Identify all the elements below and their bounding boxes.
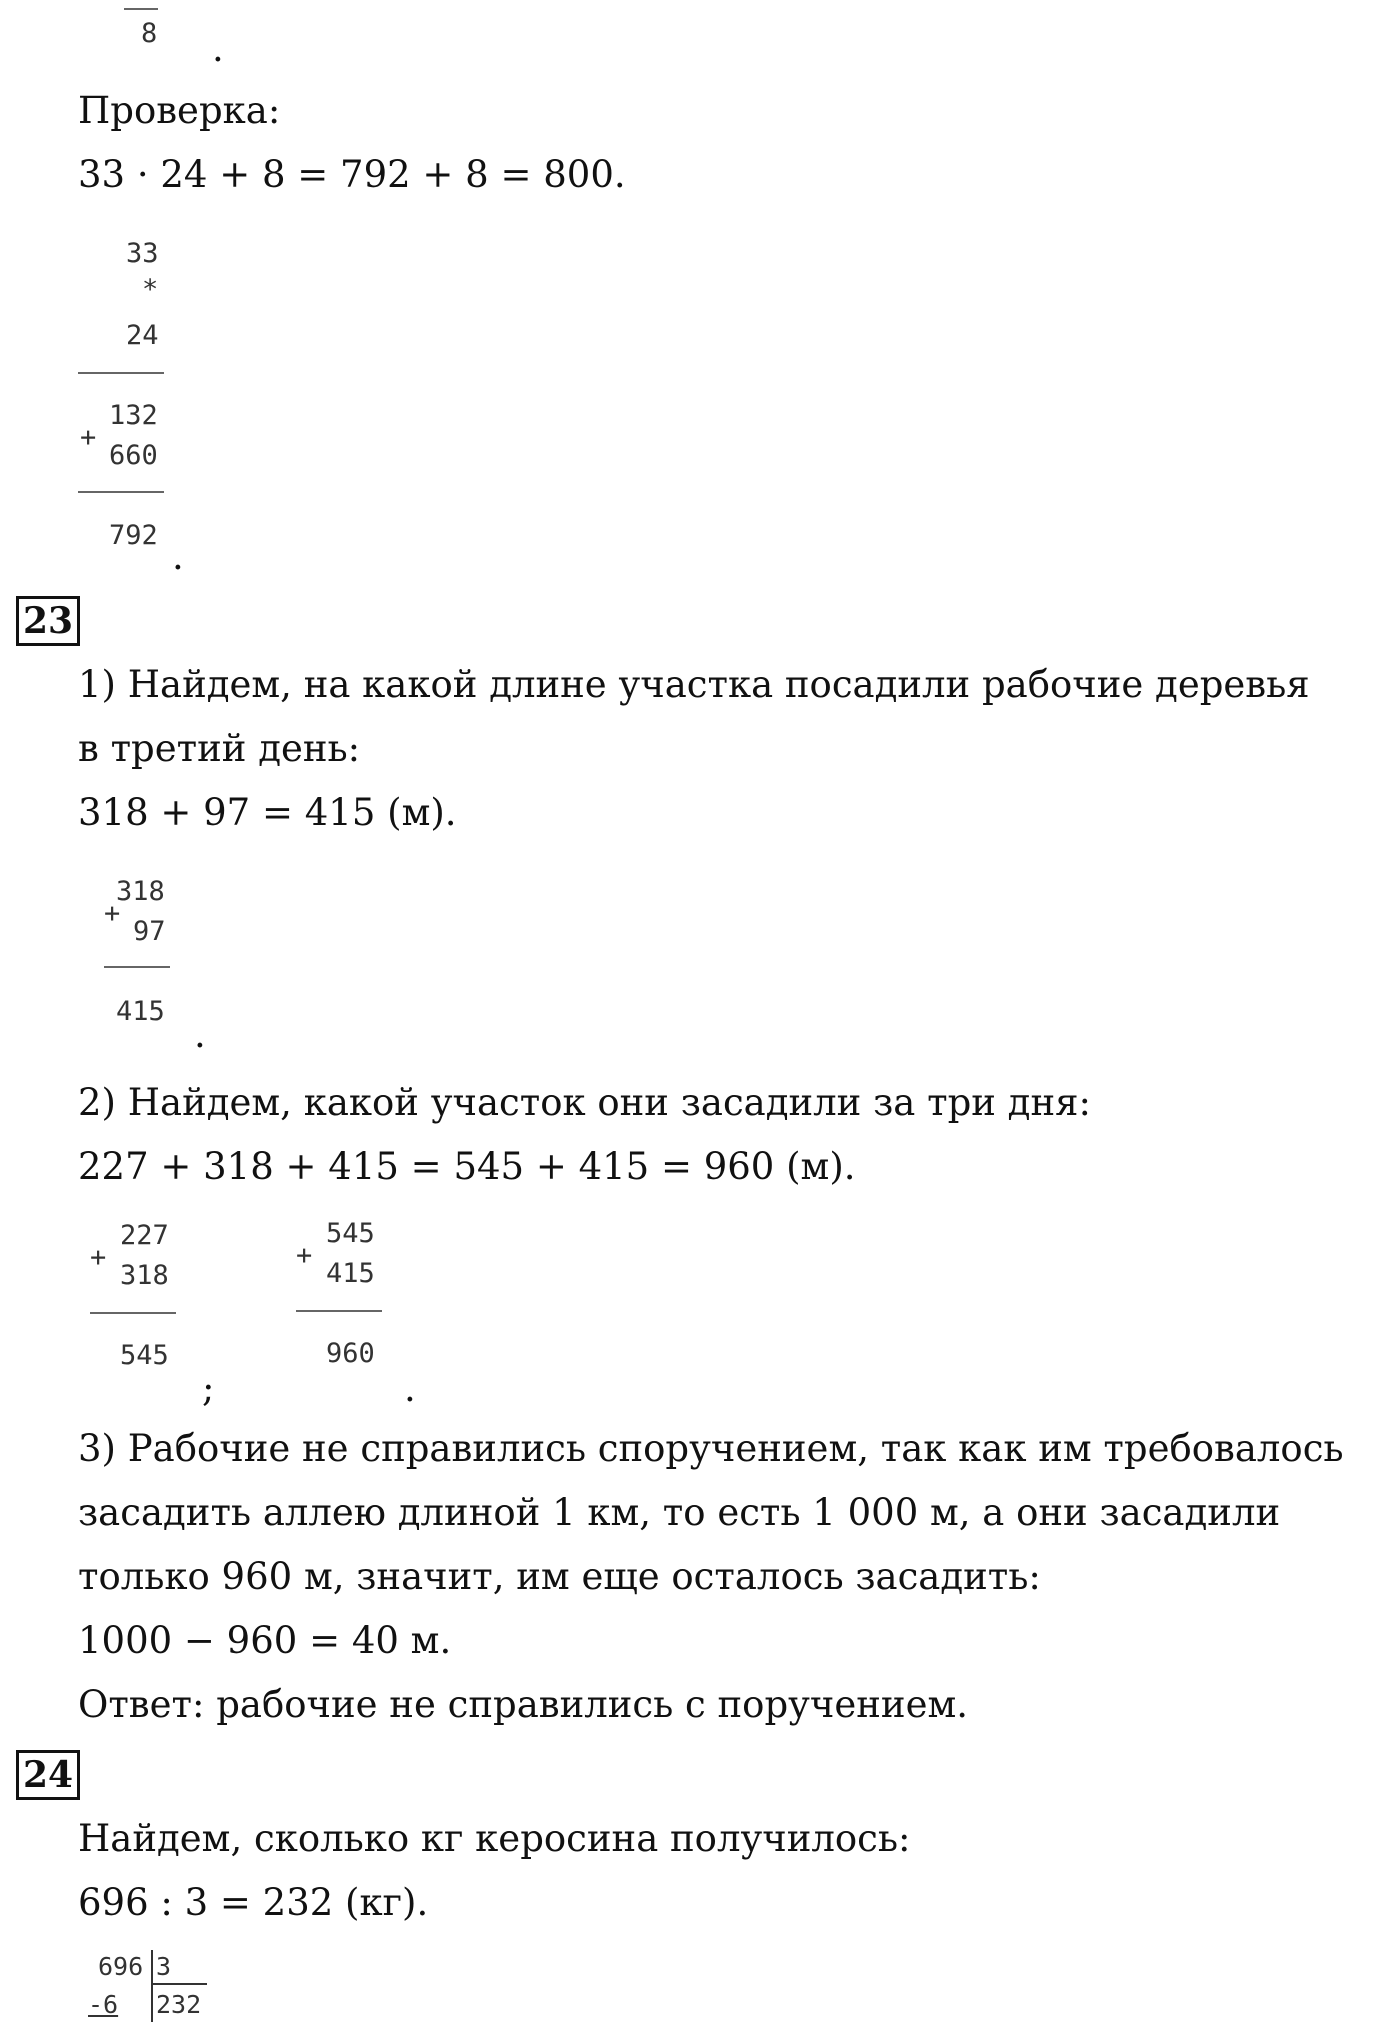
check-equation: 33 · 24 + 8 = 792 + 8 = 800. [78, 153, 626, 196]
task23-step3-line3: только 960 м, значит, им еще осталось засадить: [78, 1555, 1041, 1598]
div-subtrahend: -6 [88, 1990, 119, 2019]
mult-op: * [142, 274, 159, 305]
task24-line1: Найдем, сколько кг керосина получилось: [78, 1817, 911, 1860]
add1-a: 318 [116, 876, 165, 907]
add3-result: 960 [326, 1338, 375, 1369]
add2-plus: + [90, 1242, 107, 1273]
top-digit: 8 [141, 18, 158, 49]
add2-result: 545 [120, 1340, 169, 1371]
mult-partial-1: 132 [109, 400, 158, 431]
add2-a: 227 [120, 1220, 169, 1251]
task23-step2-eq: 227 + 318 + 415 = 545 + 415 = 960 (м). [78, 1145, 856, 1188]
task-23-number: 23 [16, 596, 80, 646]
task23-step3-line1: 3) Рабочие не справились споручением, так как им требовалось [78, 1427, 1344, 1470]
task23-step1-line1: 1) Найдем, на какой длине участка посадили рабочие деревья [78, 663, 1310, 706]
task23-step3-eq: 1000 − 960 = 40 м. [78, 1619, 452, 1662]
add3-b: 415 [326, 1258, 375, 1289]
add1-rule [104, 966, 170, 968]
task23-step1-line2: в третий день: [78, 727, 361, 770]
task23-step3-line2: засадить аллею длиной 1 км, то есть 1 000 м, а они засадили [78, 1491, 1281, 1534]
task24-eq: 696 : 3 = 232 (кг). [78, 1881, 429, 1924]
add2-separator: ; [202, 1367, 215, 1410]
mult-sum-rule [78, 491, 164, 493]
add1-dot: . [194, 1013, 206, 1056]
mult-a: 33 [126, 238, 159, 269]
mult-result: 792 [109, 520, 158, 551]
task23-answer: Ответ: рабочие не справились с поручением. [78, 1683, 969, 1726]
div-quotient-rule [151, 1983, 207, 1985]
task23-step2-line: 2) Найдем, какой участок они засадили за три дня: [78, 1081, 1091, 1124]
add1-plus: + [104, 898, 121, 929]
add2-b: 318 [120, 1260, 169, 1291]
div-divisor: 3 [156, 1952, 172, 1981]
div-vertical-line [151, 1950, 153, 2022]
div-quotient: 232 [156, 1990, 202, 2019]
add3-plus: + [296, 1240, 313, 1271]
add3-a: 545 [326, 1218, 375, 1249]
mult-dot: . [172, 535, 184, 578]
add3-dot: . [404, 1367, 416, 1410]
mult-partial-2: 660 [109, 440, 158, 471]
top-dot: . [212, 27, 224, 70]
add1-result: 415 [116, 996, 165, 1027]
task-24-number: 24 [16, 1750, 80, 1800]
mult-b: 24 [126, 320, 159, 351]
add3-rule [296, 1310, 382, 1312]
top-fraction-bar [124, 8, 158, 10]
check-label: Проверка: [78, 89, 281, 132]
mult-plus: + [80, 422, 97, 453]
add1-b: 97 [133, 916, 166, 947]
div-dividend: 696 [98, 1952, 144, 1981]
add2-rule [90, 1312, 176, 1314]
task23-step1-eq: 318 + 97 = 415 (м). [78, 791, 457, 834]
mult-rule [78, 372, 164, 374]
